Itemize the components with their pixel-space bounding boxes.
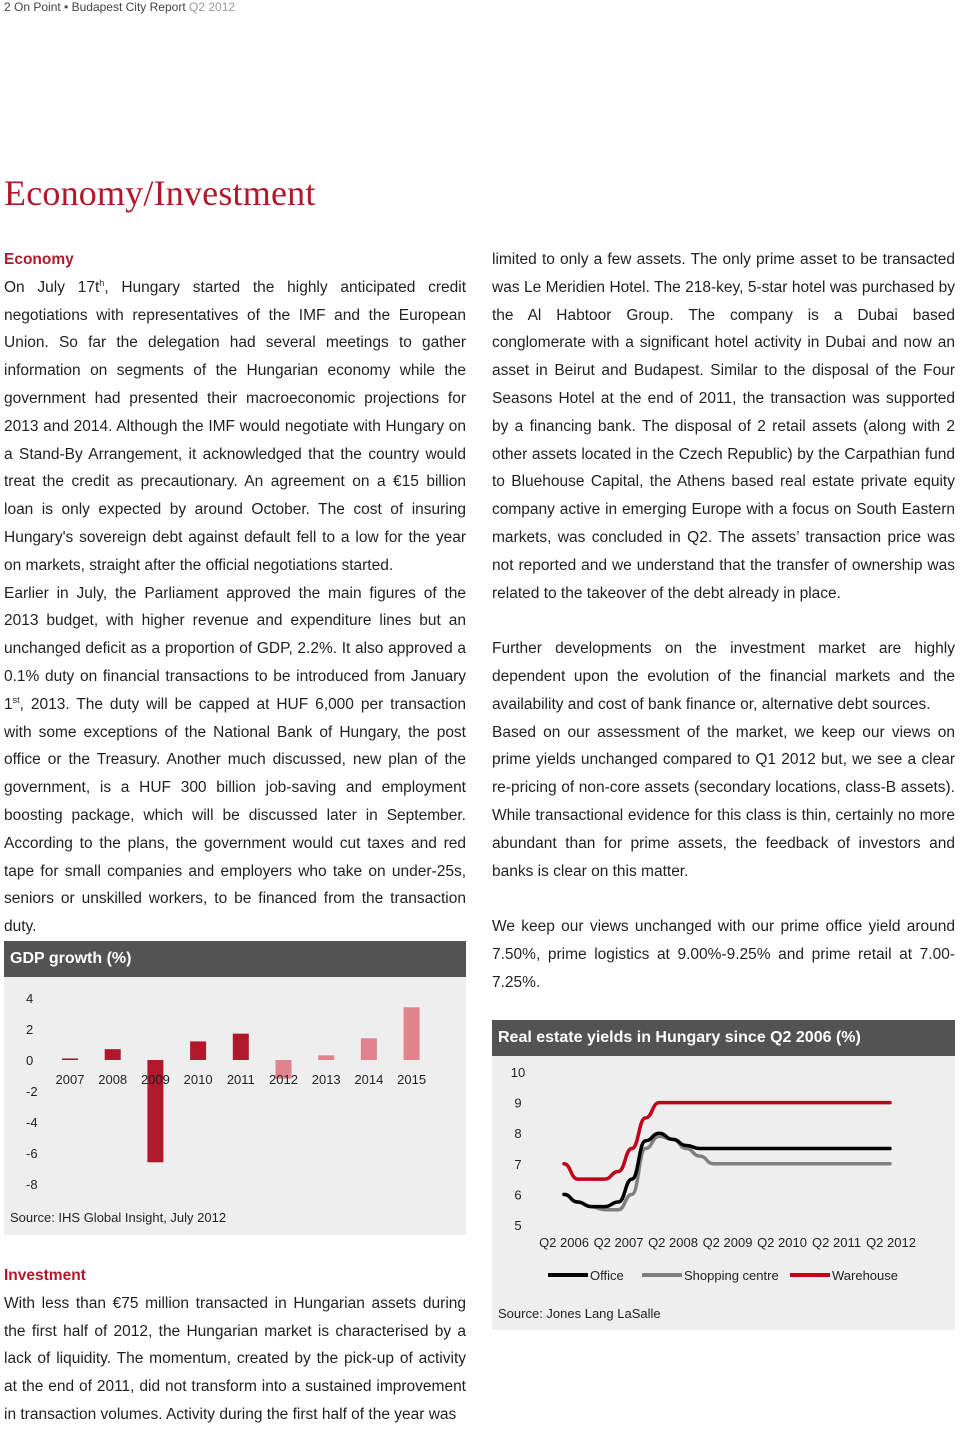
yields-chart-title: Real estate yields in Hungary since Q2 2006 (%) bbox=[492, 1020, 955, 1056]
gdp-bar-2008 bbox=[105, 1049, 121, 1060]
investment-paragraph-4: We keep our views unchanged with our prime office yield around 7.50%, prime logistics at 9.00%-9.25% and prime retail at 7.00-7.25%. bbox=[492, 918, 955, 991]
yields-x-tick-label: Q2 2007 bbox=[593, 1235, 644, 1250]
yields-x-tick-label: Q2 2008 bbox=[648, 1235, 698, 1250]
gdp-chart-svg bbox=[4, 977, 466, 1207]
legend-label: Shopping centre bbox=[684, 1268, 779, 1283]
yields-y-tick-label: 8 bbox=[514, 1126, 522, 1142]
gdp-bar-2007 bbox=[62, 1058, 78, 1060]
gdp-x-tick-label: 2007 bbox=[55, 1072, 85, 1087]
gdp-x-tick-label: 2011 bbox=[226, 1072, 255, 1087]
legend-label: Warehouse bbox=[832, 1268, 898, 1283]
yields-line-warehouse bbox=[564, 1103, 890, 1180]
yields-y-tick-label: 9 bbox=[514, 1095, 522, 1111]
yields-x-tick-label: Q2 2011 bbox=[812, 1235, 861, 1250]
page-title: Economy/Investment bbox=[4, 173, 316, 213]
yields-x-tick-label: Q2 2009 bbox=[702, 1235, 753, 1250]
yields-y-tick-label: 5 bbox=[514, 1218, 522, 1233]
yields-x-tick-label: Q2 2010 bbox=[757, 1235, 807, 1250]
report-quarter: Q2 2012 bbox=[189, 0, 236, 14]
page-header bbox=[4, 0, 235, 14]
investment-heading: Investment bbox=[4, 1267, 86, 1284]
yields-chart-area bbox=[492, 1056, 955, 1330]
gdp-bar-2010 bbox=[190, 1041, 206, 1060]
gdp-x-tick-label: 2014 bbox=[354, 1072, 384, 1087]
gdp-y-tick-label: -4 bbox=[26, 1115, 38, 1130]
publication-name: On Point • Budapest City Report bbox=[14, 0, 186, 14]
yields-chart-svg bbox=[492, 1056, 955, 1296]
gdp-bar-2014 bbox=[361, 1038, 377, 1060]
investment-continued bbox=[492, 246, 955, 997]
gdp-y-tick-label: 2 bbox=[26, 1022, 34, 1037]
yields-x-tick-label: Q2 2006 bbox=[539, 1235, 589, 1250]
yields-y-tick-label: 6 bbox=[514, 1187, 522, 1203]
gdp-chart-source: Source: IHS Global Insight, July 2012 bbox=[10, 1210, 227, 1225]
economy-paragraph-1: On July $17t^h$, Hungary started the highly anticipated credit negotiations with representatives of the IMF and the European Union. So far the delegation had several meetings to gather information on segments of the Hungarian economy while the government had presented their macroeconomic projections for 2013 and 2014. Although the IMF would negotiate with Hungary on a Stand-By Arrangement, it acknowledged that the country would treat the credit as precautionary. An agreement on a €15 billion loan is only expected by around October. The cost of insuring Hungary's sovereign debt against default fell to a low for the year on markets, straight after the official negotiations started. bbox=[4, 277, 466, 574]
yields-y-tick-label: 7 bbox=[514, 1156, 522, 1172]
gdp-chart-area bbox=[4, 977, 466, 1235]
yields-chart-source: Source: Jones Lang LaSalle bbox=[498, 1306, 661, 1321]
gdp-y-tick-label: 4 bbox=[26, 991, 34, 1006]
gdp-y-tick-label: -8 bbox=[26, 1177, 38, 1192]
gdp-x-tick-label: 2009 bbox=[140, 1072, 170, 1087]
gdp-x-tick-label: 2015 bbox=[397, 1072, 427, 1087]
gdp-chart-title: GDP growth (%) bbox=[4, 941, 466, 977]
gdp-bar-2013 bbox=[318, 1055, 334, 1060]
gdp-x-tick-label: 2013 bbox=[311, 1072, 341, 1087]
economy-heading: Economy bbox=[4, 251, 74, 268]
gdp-y-tick-label: 0 bbox=[26, 1053, 34, 1068]
yields-y-tick-label: 10 bbox=[510, 1065, 526, 1080]
gdp-y-tick-label: -2 bbox=[26, 1084, 38, 1099]
investment-paragraph-3: Based on our assessment of the market, we keep our views on prime yields unchanged compared to Q1 2012 but, we see a clear re-pricing of non-core assets (secondary locations, class-B assets). While transactional evidence for this class is thin, certainly no more abundant than for prime assets, the feedback of investors and banks is clear on this matter. bbox=[492, 723, 955, 880]
gdp-bar-2011 bbox=[233, 1034, 249, 1060]
legend-label: Office bbox=[590, 1268, 624, 1283]
investment-paragraph-1-end: limited to only a few assets. The only prime asset to be transacted was Le Meridien Hotel. The 218-key, 5-star hotel was purchased by the Al Habtoor Group. The company is a Dubai based conglomerate with a significant hotel activity in Dubai and now an asset in Beirut and Budapest. Similar to the disposal of the Four Seasons Hotel at the end of 2011, the transaction was supported by a financing bank. The disposal of 2 retail assets (along with 2 other assets located in the Czech Republic) by the Carpathian fund to Bluehouse Capital, the Athens based real estate private equity company active in emerging Europe with a focus on South Eastern markets, was concluded in Q2. The assets’ transaction price was not reported and we understand that the transfer of ownership was related to the takeover of the debt already in place. bbox=[492, 251, 955, 602]
gdp-growth-chart bbox=[4, 941, 466, 1235]
gdp-x-tick-label: 2010 bbox=[183, 1072, 213, 1087]
gdp-y-tick-label: -6 bbox=[26, 1146, 38, 1161]
yields-chart bbox=[492, 1020, 955, 1330]
investment-section bbox=[4, 1262, 466, 1429]
economy-section bbox=[4, 246, 466, 941]
gdp-x-tick-label: 2008 bbox=[98, 1072, 128, 1087]
yields-line-office bbox=[564, 1133, 890, 1206]
economy-paragraph-2: Earlier in July, the Parliament approved the main figures of the 2013 budget, with higher revenue and expenditure lines but an unchanged deficit as a proportion of GDP, 2.2%. It also approved a 0.1% duty on financial transactions to be introduced from January 1st, 2013. The duty will be capped at HUF 6,000 per transaction with some exceptions of the National Bank of Hungary, the post office or the Treasury. Another much discussed, new plan of the government, is a HUF 300 billion job-saving and employment boosting package, which will be discussed later in September. According to the plans, the government would cut taxes and red tape for small companies and employers who take on under-25s, seniors or unskilled workers, to be financed from the transaction duty. bbox=[4, 584, 466, 936]
gdp-bar-2015 bbox=[404, 1007, 420, 1060]
yields-x-tick-label: Q2 2012 bbox=[866, 1235, 916, 1250]
investment-paragraph-2: Further developments on the investment market are highly dependent upon the evolution of the financial markets and the availability and cost of bank finance or, alternative debt sources. bbox=[492, 640, 955, 713]
investment-paragraph-1-start: With less than €75 million transacted in Hungarian assets during the first half of 2012, the Hungarian market is characterised by a lack of liquidity. The momentum, created by the pick-up of activity at the end of 2011, did not transform into a sustained improvement in transaction volumes. Activity during the first half of the year was bbox=[4, 1294, 466, 1423]
gdp-x-tick-label: 2012 bbox=[269, 1072, 298, 1087]
page-number: 2 bbox=[4, 0, 11, 14]
